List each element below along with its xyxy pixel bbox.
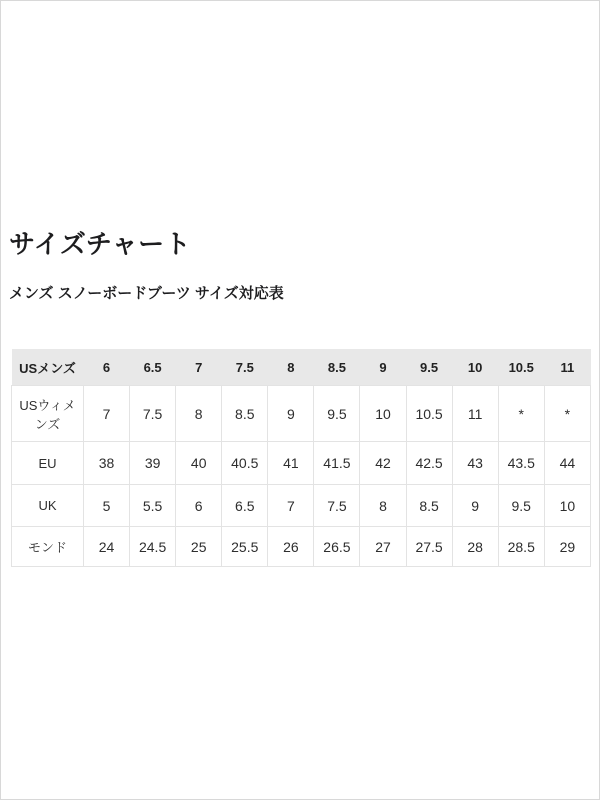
size-chart-caption: メンズ スノーボードブーツ サイズ対応表 [9, 285, 284, 302]
header-cell: 6.5 [130, 349, 176, 386]
table-cell: 25.5 [222, 527, 268, 567]
table-cell: 40 [176, 442, 222, 485]
header-cell: 9 [360, 349, 406, 386]
table-cell: 41.5 [314, 442, 360, 485]
table-cell: 11 [452, 386, 498, 442]
table-cell: 26.5 [314, 527, 360, 567]
table-cell: 10 [544, 485, 590, 527]
header-cell: 10.5 [498, 349, 544, 386]
table-cell: 44 [544, 442, 590, 485]
table-cell: 5.5 [130, 485, 176, 527]
table-cell: 27 [360, 527, 406, 567]
header-cell: 7 [176, 349, 222, 386]
header-cell: 8.5 [314, 349, 360, 386]
table-cell: 43.5 [498, 442, 544, 485]
row-label-mondo: モンド [12, 527, 84, 567]
table-cell: 41 [268, 442, 314, 485]
size-chart-table [11, 349, 591, 567]
table-cell: 42 [360, 442, 406, 485]
table-row-mondo [12, 527, 591, 567]
header-label-us-mens: USメンズ [12, 349, 84, 386]
row-label-uk: UK [12, 485, 84, 527]
header-cell: 6 [84, 349, 130, 386]
page-title: サイズチャート [9, 229, 192, 259]
table-cell: 8.5 [406, 485, 452, 527]
table-cell: * [544, 386, 590, 442]
table-row-us-womens [12, 386, 591, 442]
table-cell: 24.5 [130, 527, 176, 567]
table-cell: 28 [452, 527, 498, 567]
row-label-us-womens: USウィメンズ [12, 386, 84, 442]
table-cell: 9.5 [314, 386, 360, 442]
table-cell: 10 [360, 386, 406, 442]
table-cell: 8 [176, 386, 222, 442]
table-cell: 8.5 [222, 386, 268, 442]
table-cell: 7.5 [314, 485, 360, 527]
table-cell: 43 [452, 442, 498, 485]
header-cell: 10 [452, 349, 498, 386]
header-cell: 11 [544, 349, 590, 386]
table-cell: * [498, 386, 544, 442]
row-label-eu: EU [12, 442, 84, 485]
table-row-uk [12, 485, 591, 527]
table-cell: 26 [268, 527, 314, 567]
table-cell: 8 [360, 485, 406, 527]
table-cell: 9.5 [498, 485, 544, 527]
table-cell: 42.5 [406, 442, 452, 485]
table-cell: 38 [84, 442, 130, 485]
table-cell: 29 [544, 527, 590, 567]
table-cell: 6 [176, 485, 222, 527]
table-cell: 10.5 [406, 386, 452, 442]
header-cell: 8 [268, 349, 314, 386]
table-cell: 6.5 [222, 485, 268, 527]
table-cell: 24 [84, 527, 130, 567]
table-row-eu [12, 442, 591, 485]
table-header-row [12, 349, 591, 386]
table-cell: 28.5 [498, 527, 544, 567]
table-cell: 9 [452, 485, 498, 527]
table-cell: 7.5 [130, 386, 176, 442]
table-cell: 40.5 [222, 442, 268, 485]
table-cell: 39 [130, 442, 176, 485]
table-cell: 27.5 [406, 527, 452, 567]
header-cell: 7.5 [222, 349, 268, 386]
header-cell: 9.5 [406, 349, 452, 386]
table-cell: 25 [176, 527, 222, 567]
table-cell: 9 [268, 386, 314, 442]
table-cell: 7 [268, 485, 314, 527]
table-cell: 5 [84, 485, 130, 527]
table-cell: 7 [84, 386, 130, 442]
